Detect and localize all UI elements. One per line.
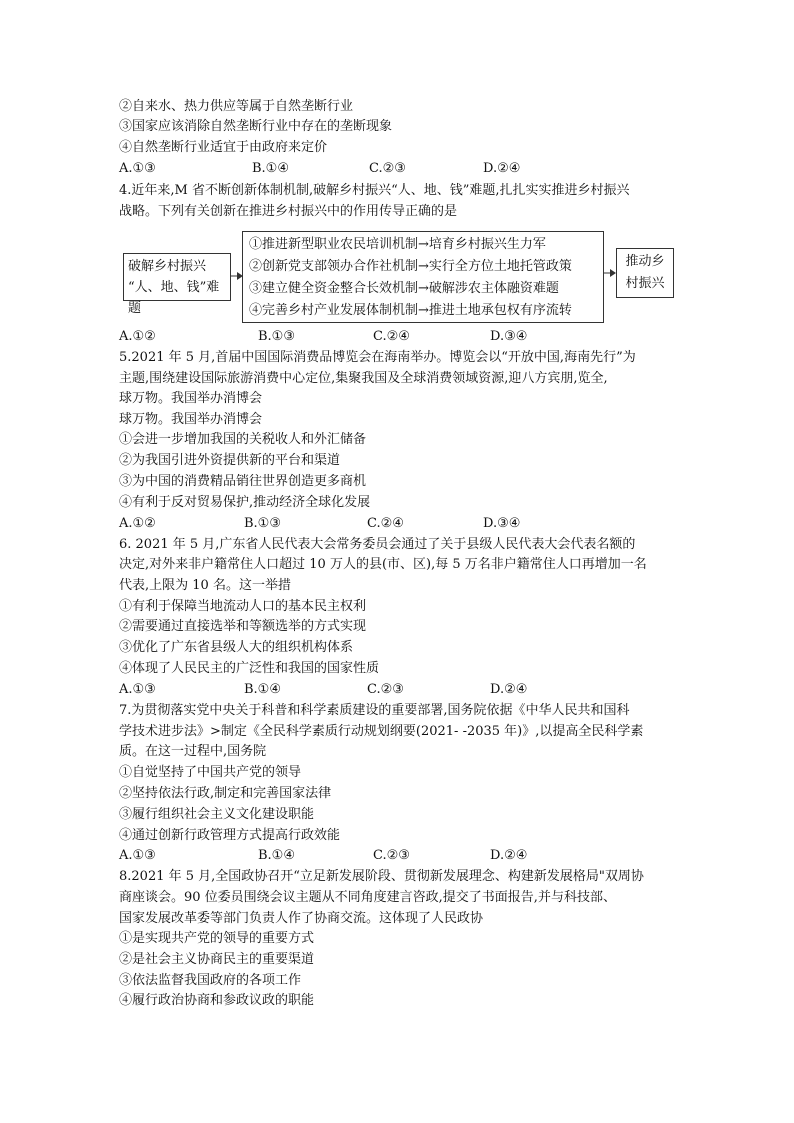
q8-stem-line-1: 8.2021 年 5 月,全国政协召开“立足新发展阶段、贯彻新发展理念、构建新发展格局"双周协 [119, 869, 644, 884]
answer-d: D.②④ [490, 848, 528, 863]
q6-option-3: ③优化了广东省县级人大的组织机构体系 [119, 640, 354, 655]
q5-option-4: ④有利于反对贸易保护,推动经济全球化发展 [119, 495, 371, 510]
answer-b: B.①③ [258, 329, 295, 344]
q5-stem-line-2: 主题,围绕建设国际旅游消费中心定位,集聚我国及全球消费领域资源,迎八方宾朋,览全, [119, 371, 608, 386]
q8-option-2: ②是社会主义协商民主的重要渠道 [119, 952, 315, 967]
answer-b: B.①③ [244, 516, 281, 531]
q7-answer-row [119, 846, 619, 866]
answer-d: D.②④ [490, 682, 528, 697]
q4-flow-diagram [122, 231, 676, 323]
q7-stem-line-1: 7.为贯彻落实党中央关于科普和科学素质建设的重要部署,国务院依据《中华人民共和国科 [119, 703, 630, 718]
q7-stem-line-2: 学技术进步法》>制定《全民科学素质行动规划纲要(2021- -2035 年)》,以提高全民科学素 [119, 724, 644, 739]
q7-option-3: ③履行组织社会主义文化建设职能 [119, 807, 315, 822]
q5-answer-row [119, 514, 619, 534]
answer-d: D.③④ [483, 516, 521, 531]
q5-stem-line-1: 5.2021 年 5 月,首届中国国际消费品博览会在海南举办。博览会以“开放中国,海南先行”为 [119, 350, 636, 365]
q3-answer-row [119, 159, 619, 179]
q7-option-4: ④通过创新行政管理方式提高行政效能 [119, 828, 341, 843]
q8-option-1: ①是实现共产党的领导的重要方式 [119, 931, 315, 946]
q3-option-4: ④自然垄断行业适宜于由政府来定价 [119, 140, 328, 155]
answer-c: C.②③ [367, 682, 404, 697]
q6-stem-line-2: 决定,对外来非户籍常住人口超过 10 万人的县(市、区),每 5 万名非户籍常住人口再增加一名 [119, 557, 647, 572]
q7-option-1: ①自觉坚持了中国共产党的领导 [119, 765, 302, 780]
middle-item-4: ④完善乡村产业发展体制机制→推进土地承包权有序流转 [249, 303, 572, 318]
right-box-line-1: 推动乡 [625, 254, 665, 269]
q6-stem-line-1: 6. 2021 年 5 月,广东省人民代表大会常务委员会通过了关于县级人民代表大会代表名额的 [119, 537, 636, 552]
q5-option-1: ①会进一步增加我国的关税收人和外汇储备 [119, 432, 367, 447]
answer-a: A.①② [119, 329, 156, 344]
diagram-right-box [616, 248, 674, 298]
left-box-line-2: “人、地、钱”难题 [128, 280, 220, 316]
q4-stem-line-1: 4.近年来,M 省不断创新体制机制,破解乡村振兴“人、地、钱”难题,扎扎实实推进乡村振兴 [119, 183, 630, 198]
answer-b: B.①④ [258, 848, 295, 863]
answer-d: D.②④ [483, 161, 521, 176]
q6-option-1: ①有利于保障当地流动人口的基本民主权利 [119, 599, 367, 614]
q6-option-4: ④体现了人民民主的广泛性和我国的国家性质 [119, 661, 380, 676]
answer-a: A.①③ [119, 161, 156, 176]
q4-answer-row [119, 327, 619, 347]
middle-item-3: ③建立健全资金整合长效机制→破解涉农主体融资难题 [249, 281, 559, 296]
q5-stem-line-4: 球万物。我国举办消博会 [119, 412, 263, 427]
q3-option-2: ②自来水、热力供应等属于自然垄断行业 [119, 99, 354, 114]
middle-item-1: ①推进新型职业农民培训机制→培育乡村振兴生力军 [249, 237, 546, 252]
q4-stem-line-2: 战略。下列有关创新在推进乡村振兴中的作用传导正确的是 [119, 204, 458, 219]
diagram-middle-box [242, 231, 604, 323]
middle-item-2: ②创新党支部领办合作社机制→实行全方位土地托管政策 [249, 259, 572, 274]
q6-answer-row [119, 680, 619, 700]
q5-stem-line-3: 球万物。我国举办消博会 [119, 391, 263, 406]
q7-stem-line-3: 质。在这一过程中,国务院 [119, 744, 267, 759]
q6-option-2: ②需要通过直接选举和等额选举的方式实现 [119, 619, 367, 634]
left-box-line-1: 破解乡村振兴 [128, 259, 207, 274]
q3-option-3: ③国家应该消除自然垄断行业中存在的垄断现象 [119, 119, 393, 134]
answer-b: B.①④ [252, 161, 289, 176]
arrow-right-icon [604, 266, 616, 280]
q6-stem-line-3: 代表,上限为 10 名。这一举措 [119, 578, 291, 593]
q7-option-2: ②坚持依法行政,制定和完善国家法律 [119, 786, 332, 801]
answer-d: D.③④ [490, 329, 528, 344]
answer-b: B.①④ [244, 682, 281, 697]
answer-c: C.②③ [369, 161, 406, 176]
q8-option-3: ③依法监督我国政府的各项工作 [119, 973, 302, 988]
q8-stem-line-3: 国家发展改革委等部门负责人作了协商交流。这体现了人民政协 [119, 911, 484, 926]
q8-stem-line-2: 商座谈会。90 位委员围绕会议主题从不同角度建言咨政,提交了书面报告,并与科技部、 [119, 890, 616, 905]
answer-a: A.①③ [119, 682, 156, 697]
q5-option-3: ③为中国的消费精品销往世界创造更多商机 [119, 474, 367, 489]
answer-c: C.②④ [367, 516, 404, 531]
q5-option-2: ②为我国引进外资提供新的平台和渠道 [119, 453, 341, 468]
q8-option-4: ④履行政治协商和参政议政的职能 [119, 993, 315, 1008]
answer-a: A.①③ [119, 848, 156, 863]
answer-c: C.②③ [373, 848, 410, 863]
right-box-line-2: 村振兴 [625, 276, 665, 291]
answer-a: A.①② [119, 516, 156, 531]
diagram-left-box [123, 253, 231, 316]
answer-c: C.②④ [373, 329, 410, 344]
